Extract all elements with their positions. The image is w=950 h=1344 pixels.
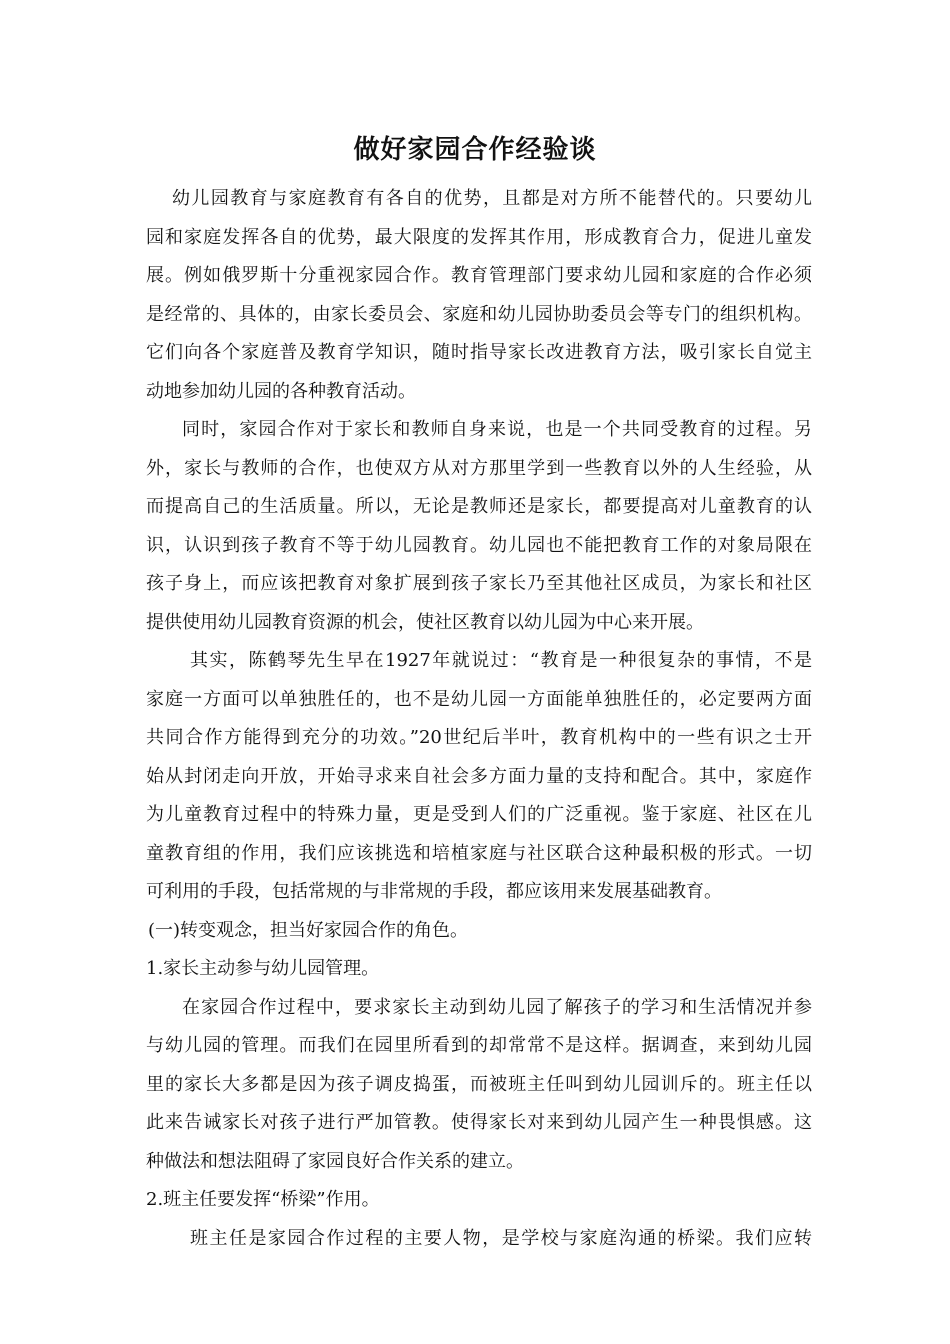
- text-line: 园和家庭发挥各自的优势，最大限度的发挥其作用，形成教育合力，促进儿童发: [146, 226, 812, 248]
- text-line: 是经常的、具体的，由家长委员会、家庭和幼儿园协助委员会等专门的组织机构。: [146, 303, 812, 325]
- subsection-heading: 1.家长主动参与幼儿园管理。: [146, 958, 380, 979]
- text-line: 种做法和想法阻碍了家园良好合作关系的建立。: [146, 1150, 524, 1172]
- text-line: 外，家长与教师的合作，也使双方从对方那里学到一些教育以外的人生经验，从: [146, 457, 812, 479]
- text-line: 展。例如俄罗斯十分重视家园合作。教育管理部门要求幼儿园和家庭的合作必须: [146, 265, 812, 286]
- document-title: 做好家园合作经验谈: [353, 135, 597, 165]
- text-line: 幼儿园教育与家庭教育有各自的优势，且都是对方所不能替代的。只要幼儿: [172, 188, 812, 209]
- text-line: 与幼儿园的管理。而我们在园里所看到的却常常不是这样。据调查，来到幼儿园: [146, 1035, 812, 1056]
- text-line: 此来告诫家长对孩子进行严加管教。使得家长对来到幼儿园产生一种畏惧感。这: [146, 1112, 812, 1133]
- text-line: 识，认识到孩子教育不等于幼儿园教育。幼儿园也不能把教育工作的对象局限在: [146, 534, 812, 556]
- text-line: 始从封闭走向开放，开始寻求来自社会多方面力量的支持和配合。其中，家庭作: [146, 765, 812, 787]
- text-line: 在家园合作过程中，要求家长主动到幼儿园了解孩子的学习和生活情况并参: [182, 996, 812, 1018]
- text-line: 孩子身上，而应该把教育对象扩展到孩子家长乃至其他社区成员，为家长和社区: [146, 573, 812, 594]
- text-line: 可利用的手段，包括常规的与非常规的手段，都应该用来发展基础教育。: [146, 881, 722, 902]
- text-line: 为儿童教育过程中的特殊力量，更是受到人们的广泛重视。鉴于家庭、社区在儿: [146, 804, 812, 825]
- subsection-heading: 2.班主任要发挥“桥梁”作用。: [146, 1189, 380, 1210]
- text-line: 动地参加幼儿园的各种教育活动。: [146, 380, 416, 402]
- text-line: 同时，家园合作对于家长和教师自身来说，也是一个共同受教育的过程。另: [182, 419, 812, 440]
- text-line: 共同合作方能得到充分的功效。”20世纪后半叶，教育机构中的一些有识之士开: [146, 727, 812, 748]
- section-heading: (一)转变观念，担当好家园合作的角色。: [148, 919, 469, 941]
- document-body: [146, 180, 812, 1258]
- text-line: 家庭一方面可以单独胜任的，也不是幼儿园一方面能单独胜任的，必定要两方面: [146, 688, 812, 710]
- text-line: 其实，陈鹤琴先生早在1927年就说过：“教育是一种很复杂的事情，不是: [190, 650, 812, 671]
- text-line: 而提高自己的生活质量。所以，无论是教师还是家长，都要提高对儿童教育的认: [146, 496, 812, 517]
- text-line: 提供使用幼儿园教育资源的机会，使社区教育以幼儿园为中心来开展。: [146, 611, 704, 633]
- text-line: 班主任是家园合作过程的主要人物，是学校与家庭沟通的桥梁。我们应转: [190, 1227, 812, 1249]
- text-line: 它们向各个家庭普及教育学知识，随时指导家长改进教育方法，吸引家长自觉主: [146, 342, 812, 363]
- text-line: 里的家长大多都是因为孩子调皮捣蛋，而被班主任叫到幼儿园训斥的。班主任以: [146, 1073, 812, 1095]
- text-line: 童教育组的作用，我们应该挑选和培植家庭与社区联合这种最积极的形式。一切: [146, 842, 812, 864]
